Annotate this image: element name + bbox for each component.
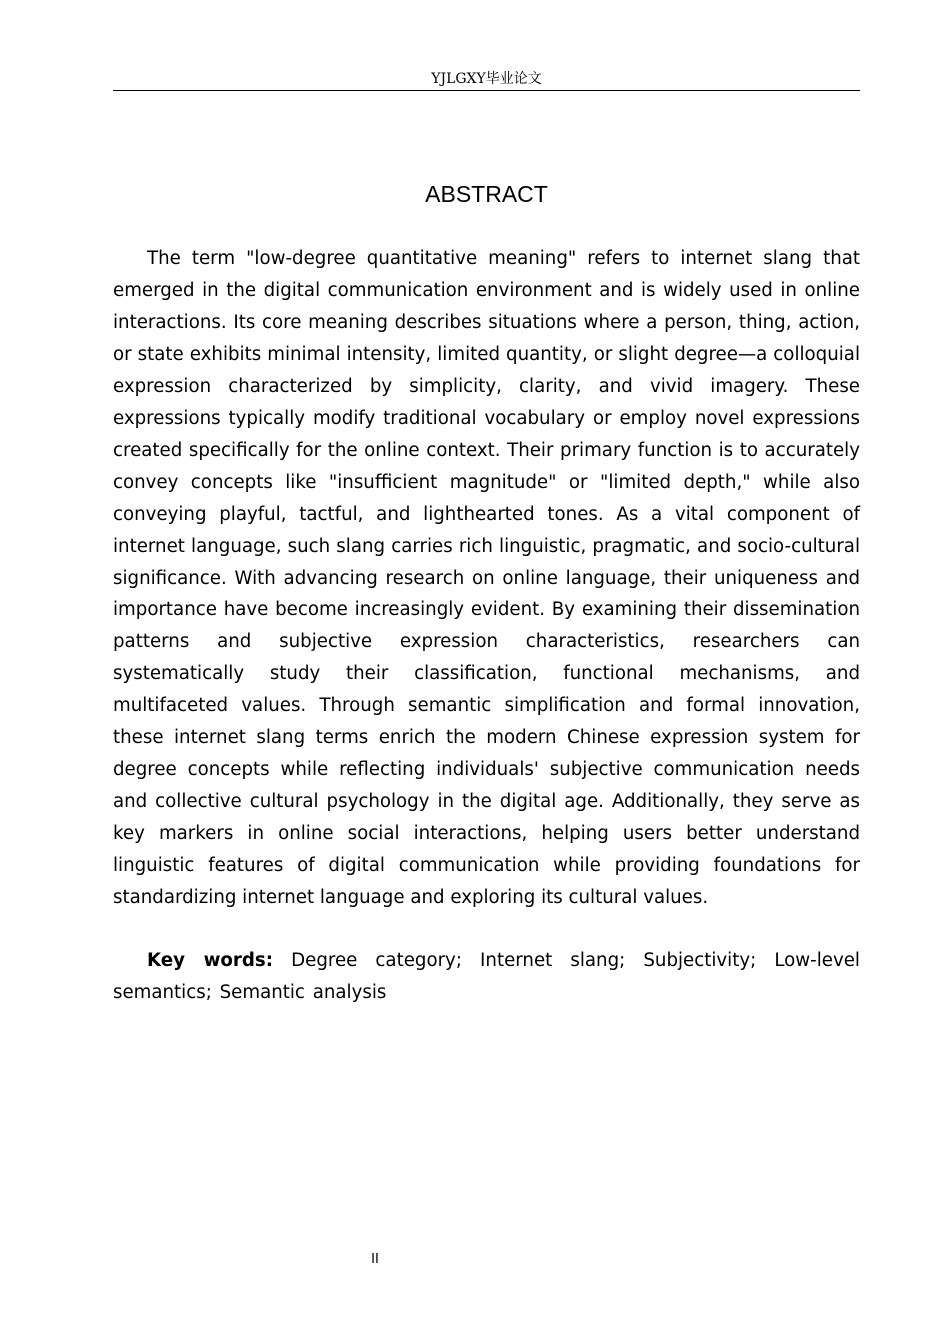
abstract-title: ABSTRACT (425, 181, 548, 207)
abstract-body: The term "low-degree quantitative meaning" refers to internet slang that emerged in the digital communication environment and is widely used in online interactions. Its core meaning describes situations where a person, thing, action, or state exhibits minimal intensity, limited quantity, or slight degree—a colloquial expression characterized by simplicity, clarity, and vivid imagery. These expressions typically modify traditional vocabulary or employ novel expressions created specifically for the online context. Their primary function is to accurately convey concepts like "insufficient magnitude" or "limited depth," while also conveying playful, tactful, and lighthearted tones. As a vital component of internet language, such slang carries rich linguistic, pragmatic, and socio-cultural significance. With advancing research on online language, their uniqueness and importance have become increasingly evident. By examining their dissemination patterns and subjective expression characteristics, researchers can systematically study their classification, functional mechanisms, and multifaceted values. Through semantic simplification and formal innovation, these internet slang terms enrich the modern Chinese expression system for degree concepts while reflecting individuals' subjective communication needs and collective cultural psychology in the digital age. Additionally, they serve as key markers in online social interactions, helping users better understand linguistic features of digital communication while providing foundations for standardizing internet language and exploring its cultural values. (113, 248, 860, 909)
page-number: II (371, 1252, 379, 1267)
header-title: YJLGXY毕业论文 (431, 71, 542, 87)
page-header (113, 70, 860, 91)
keywords-paragraph (113, 945, 860, 1009)
keywords-text: Degree category; Internet slang; Subjectivity; Low-level semantics; Semantic analysis (113, 950, 860, 1003)
keywords-label: Key words: (147, 950, 274, 971)
